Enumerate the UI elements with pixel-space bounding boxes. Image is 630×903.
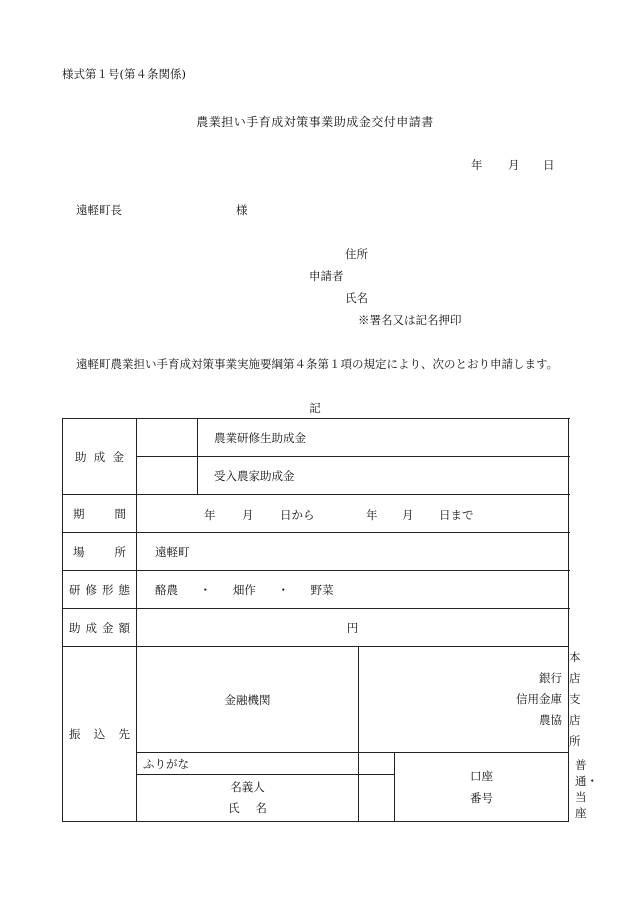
furigana-label-cell — [137, 753, 359, 775]
label-char: 名 — [255, 801, 267, 816]
date-year: 年 — [471, 158, 483, 172]
account-type: 普通・当座 — [575, 758, 598, 820]
label-char: 助 — [69, 620, 81, 635]
place-field[interactable] — [137, 533, 569, 571]
label-char: 助 — [75, 449, 87, 464]
signature-note: ※署名又は記名押印 — [358, 313, 462, 327]
training-option-field-crops[interactable]: 畑作 — [232, 582, 256, 597]
holder-field[interactable] — [359, 775, 395, 822]
institution-label: 金融機関 — [224, 692, 271, 707]
amount-field[interactable] — [137, 609, 569, 647]
institution-label-cell — [137, 647, 359, 753]
account-label-cell — [395, 753, 569, 822]
addressee-honorific: 様 — [236, 203, 248, 217]
period-field[interactable] — [137, 495, 569, 533]
document-title: 農業担い手育成対策事業助成金交付申請書 — [196, 115, 434, 129]
subsidy-check-box-2[interactable] — [137, 457, 198, 495]
applicant-label: 申請者 — [309, 269, 344, 283]
label-char: 先 — [118, 727, 130, 741]
period-start-month: 月 — [242, 507, 254, 522]
label-char: 態 — [118, 582, 130, 597]
subsidy-option-1 — [198, 419, 569, 457]
holder-label-cell — [137, 775, 359, 822]
body-text: 遠軽町農業担い手育成対策事業実施要綱第４条第１項の規定により、次のとおり申請します。 — [76, 357, 559, 371]
furigana-field[interactable] — [359, 753, 395, 775]
form-number: 様式第１号(第４条関係) — [62, 67, 186, 81]
period-label-cell — [63, 495, 137, 533]
subsidy-option-label: 受入農家助成金 — [214, 468, 295, 483]
subsidy-label-cell — [63, 419, 137, 495]
application-table: 助 成 金 農業研修生助成金 受入農家助成金 期 間 年 月 日から 年 月 日まで 場 所 遠軽町 研 修 形 態 酪農 ・ 畑作 ・ 野菜 助 成 金 額 円 振 込 先 金融機関 銀行 信用金庫 農協 本店 支店 所 ふりがな 口座 番号 普通・当座 名義人 氏 名 — [62, 418, 569, 822]
applicant-name-label: 氏名 — [345, 291, 368, 305]
label-char: 修 — [85, 582, 97, 597]
label-char: 間 — [114, 506, 126, 521]
amount-label-cell — [63, 609, 137, 647]
transfer-label-cell — [63, 647, 137, 822]
label-char: 成 — [93, 449, 106, 464]
label-char: 氏 — [228, 801, 240, 816]
label-char: 成 — [85, 620, 97, 635]
training-label-cell — [63, 571, 137, 609]
holder-label-1: 名義人 — [230, 780, 265, 795]
institution-type-ja: 農協 — [539, 713, 562, 727]
training-option-dairy[interactable]: 酪農 — [155, 582, 178, 597]
period-end-year: 年 — [366, 507, 378, 522]
period-end-month: 月 — [402, 507, 414, 522]
institution-type-bank: 銀行 — [539, 671, 562, 685]
date-month: 月 — [508, 158, 520, 172]
subsidy-option-label: 農業研修生助成金 — [214, 430, 306, 445]
amount-unit: 円 — [346, 620, 359, 635]
date-day: 日 — [543, 158, 555, 172]
label-char: 金 — [112, 449, 124, 464]
label-char: 込 — [93, 727, 106, 741]
label-char: 研 — [69, 582, 81, 597]
place-label-cell — [63, 533, 137, 571]
label-char: 所 — [114, 544, 126, 559]
furigana-label: ふりがな — [143, 756, 189, 771]
addressee-name: 遠軽町長 — [76, 203, 122, 217]
institution-field[interactable] — [359, 647, 569, 753]
account-label-1: 口座 — [470, 769, 493, 783]
label-char: 振 — [69, 727, 81, 741]
separator-dot: ・ — [199, 582, 212, 597]
applicant-address-label: 住所 — [345, 247, 368, 261]
period-start-year: 年 — [204, 507, 216, 522]
training-option-vegetables[interactable]: 野菜 — [310, 582, 334, 597]
institution-type-credit: 信用金庫 — [516, 692, 562, 706]
label-char: 形 — [102, 582, 114, 597]
period-end-day: 日まで — [439, 507, 474, 522]
account-label-2: 番号 — [470, 791, 493, 805]
label-char: 金 — [102, 620, 114, 635]
training-field[interactable] — [137, 571, 569, 609]
label-char: 場 — [73, 544, 85, 559]
label-char: 期 — [73, 506, 85, 521]
subsidy-check-box-1[interactable] — [137, 419, 198, 457]
subsidy-option-2 — [198, 457, 569, 495]
separator-dot: ・ — [277, 582, 289, 597]
ki-heading: 記 — [309, 401, 321, 415]
place-value: 遠軽町 — [155, 544, 190, 559]
label-char: 額 — [118, 620, 130, 635]
period-start-day: 日から — [280, 507, 315, 522]
